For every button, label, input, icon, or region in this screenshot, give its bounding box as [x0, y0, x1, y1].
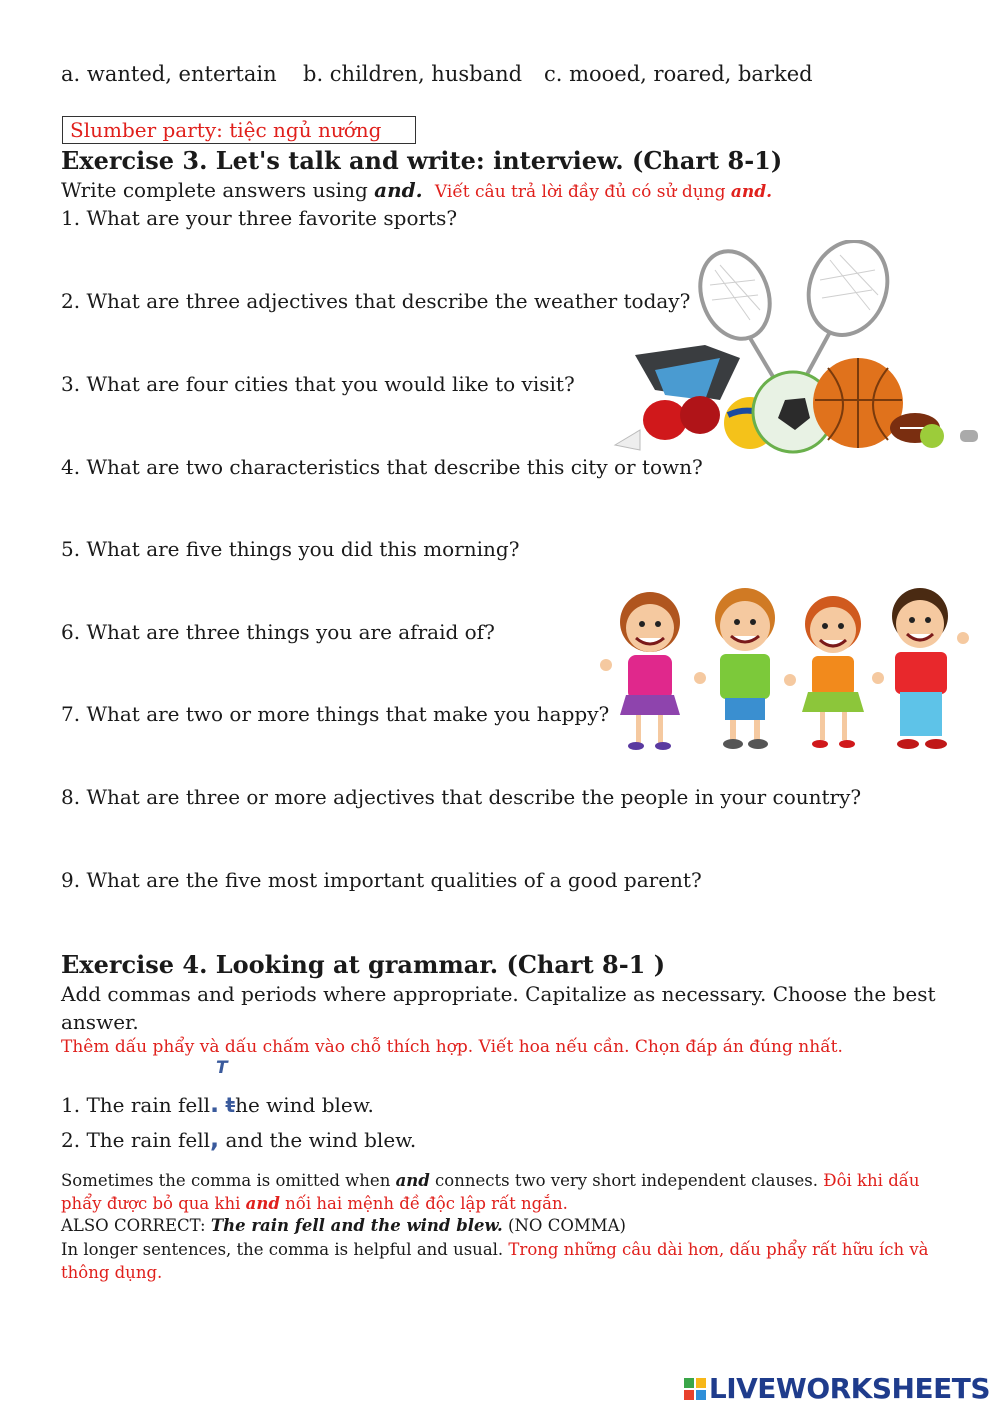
capital-T-correction: T: [216, 1058, 228, 1078]
question-2: 2. What are three adjectives that describe the weather today?: [61, 289, 691, 313]
answer-1-period: .: [210, 1090, 220, 1118]
note-2-line1: In longer sentences, the comma is helpful and usual. Trong những câu dài hơn, dấu phẩy rất hữu ích và: [61, 1240, 929, 1259]
note-1-line1: Sometimes the comma is omitted when and connects two very short independent clauses. Đôi khi dấu: [61, 1171, 920, 1190]
question-7: 7. What are two or more things that make you happy?: [61, 702, 610, 726]
option-a: a. wanted, entertain: [61, 62, 277, 86]
question-1: 1. What are your three favorite sports?: [61, 206, 458, 230]
exercise3-title: Exercise 3. Let's talk and write: interview. (Chart 8-1): [61, 146, 783, 175]
exercise3-instruction: Write complete answers using and. Viết câu trả lời đầy đủ có sử dụng and.: [61, 178, 773, 202]
exercise4-instruction-line2: answer.: [61, 1010, 139, 1034]
vocab-note: Slumber party: tiệc ngủ nướng: [62, 116, 416, 144]
exercise4-instruction-vi: Thêm dấu phẩy và dấu chấm vào chỗ thích hợp. Viết hoa nếu cần. Chọn đáp án đúng nhất.: [61, 1037, 843, 1057]
also-correct-note: ALSO CORRECT: The rain fell and the wind blew. (NO COMMA): [61, 1216, 626, 1235]
note-1-line2: phẩy được bỏ qua khi and nối hai mệnh đề độc lập rất ngắn.: [61, 1194, 568, 1213]
option-c: c. mooed, roared, barked: [544, 62, 813, 86]
sports-equipment-illustration: [610, 240, 985, 455]
question-6: 6. What are three things you are afraid of?: [61, 620, 495, 644]
logo-grid-icon: [684, 1378, 706, 1400]
answer-2: 2. The rain fell, and the wind blew.: [61, 1125, 417, 1153]
exercise4-title: Exercise 4. Looking at grammar. (Chart 8-1 ): [61, 950, 666, 979]
question-3: 3. What are four cities that you would like to visit?: [61, 372, 575, 396]
liveworksheets-logo: LIVEWORKSHEETS: [684, 1372, 990, 1405]
note-2-line2: thông dụng.: [61, 1263, 163, 1282]
question-9: 9. What are the five most important qualities of a good parent?: [61, 868, 702, 892]
answer-1-struck-t: t: [225, 1093, 236, 1117]
option-b: b. children, husband: [303, 62, 523, 86]
children-illustration: [598, 580, 978, 755]
question-8: 8. What are three or more adjectives that describe the people in your country?: [61, 785, 862, 809]
exercise3-instruction-vi: Viết câu trả lời đầy đủ có sử dụng and.: [434, 182, 773, 202]
question-4: 4. What are two characteristics that describe this city or town?: [61, 455, 703, 479]
exercise4-instruction-line1: Add commas and periods where appropriate. Capitalize as necessary. Choose the best: [61, 982, 936, 1006]
answer-1: 1. The rain fell. the wind blew.: [61, 1090, 374, 1118]
question-5: 5. What are five things you did this morning?: [61, 537, 520, 561]
answer-2-comma: ,: [210, 1125, 220, 1153]
